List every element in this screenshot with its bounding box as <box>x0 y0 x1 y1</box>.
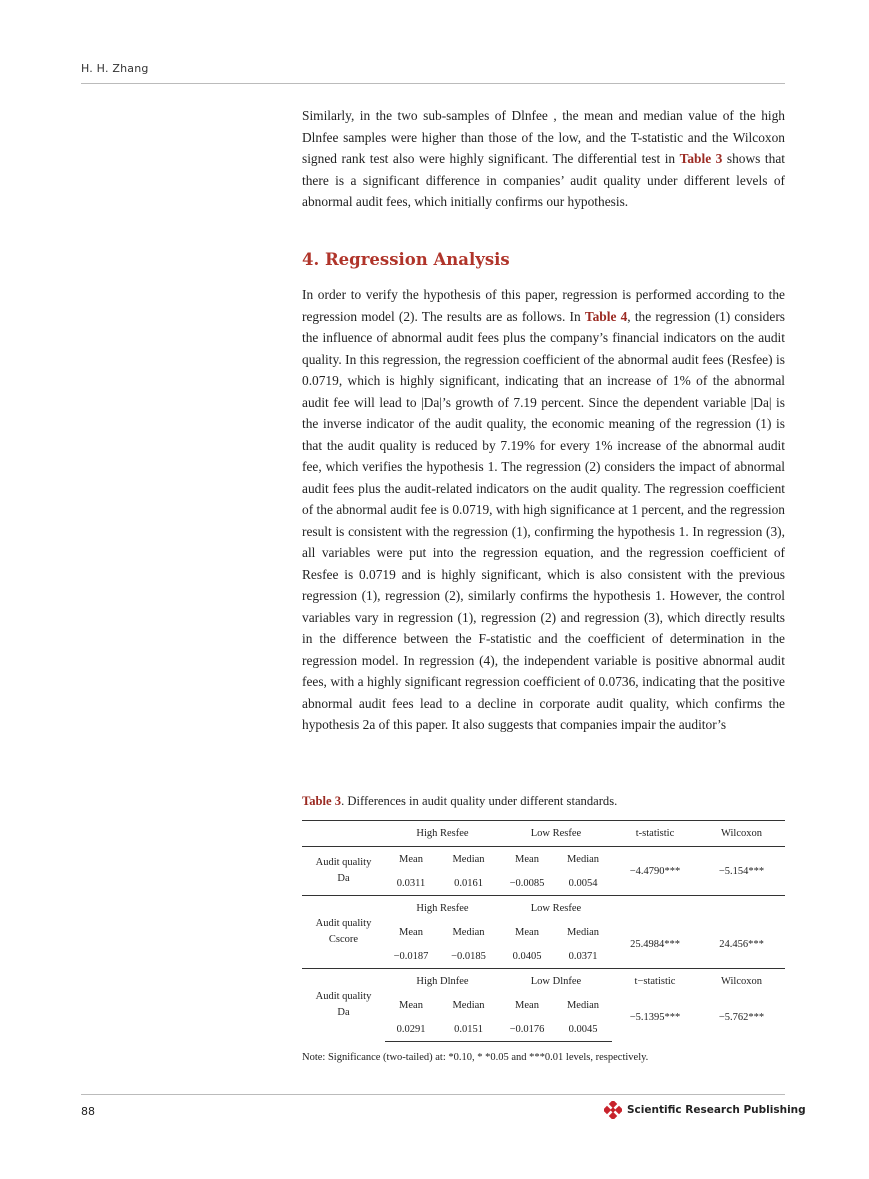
table-4-link[interactable]: Table 4 <box>584 308 628 324</box>
cell: Mean <box>399 999 423 1011</box>
cell: Median <box>566 999 600 1011</box>
cell: Mean <box>385 847 437 872</box>
table-row <box>302 847 785 872</box>
cell: 0.0405 <box>512 950 542 962</box>
publisher-name: Scientific Research Publishing <box>627 1104 806 1116</box>
row-label: Audit quality Cscore <box>302 896 385 969</box>
cell: High Resfee <box>385 896 500 921</box>
scirp-logo-icon <box>604 1101 622 1119</box>
table-row <box>302 969 785 994</box>
cell: 0.0054 <box>568 877 598 889</box>
row-label: Audit quality Da <box>302 847 385 896</box>
table-row <box>302 896 785 921</box>
cell <box>612 896 698 921</box>
table-note: Note: Significance (two-tailed) at: *0.10, * *0.05 and ***0.01 levels, respectively. <box>302 1052 649 1063</box>
cell: Mean <box>515 999 539 1011</box>
empty-cell <box>302 821 385 847</box>
publisher-logo[interactable] <box>604 1101 806 1119</box>
cell: Median <box>452 999 485 1011</box>
cell: Low Resfee <box>500 896 612 921</box>
header-w: Wilcoxon <box>698 821 785 847</box>
cell: Mean <box>500 847 554 872</box>
header-rule <box>81 83 785 84</box>
cell: Low Dlnfee <box>500 969 612 994</box>
table-3-link[interactable]: Table 3 <box>679 151 723 166</box>
cell <box>698 896 785 921</box>
cell: −0.0187 <box>393 950 429 962</box>
cell: 0.0291 <box>385 1017 437 1042</box>
cell: 0.0045 <box>554 1017 612 1042</box>
cell: Wilcoxon <box>698 969 785 994</box>
cell: Median <box>452 926 485 938</box>
footer-rule <box>81 1094 785 1095</box>
results-table <box>302 820 785 1042</box>
header-low: Low Resfee <box>500 821 612 847</box>
cell: Mean <box>515 926 539 938</box>
paragraph-2-text-b: , the regression (1) considers the influence of abnormal audit fees plus the company’s financial indicators on the audit quality. In this regression, the regression coefficient of the abnormal audit fees (Resfee) is 0.0719, which is highly significant, indicating that an increase of 1% of the abnormal audit fee will lead to |Da|’s growth of 7.19 percent. Since the dependent variable |Da| is the inverse indicator of the audit quality, the economic meaning of the regression (1) is that the audit quality is reduced by 7.19% for every 1% increase of the abnormal audit fee, which verifies the hypothesis 1. The regression (2) considers the impact of abnormal audit fees plus the audit-related indicators on the audit quality. The regression coefficient of the abnormal audit fee is 0.0719, with high significance at 1 percent, and the regression result is consistent with the regression (1), confirming the hypothesis 1. In regression (3), all variables were put into the regression equation, and the regression coefficient of Resfee is 0.0719 and is highly significant, which is also consistent with the previous regression (1), regression (2), similarly confirms the hypothesis 1. However, the control variables vary in regression (1), regression (2) and regression (3), which directly results in the difference between the F-statistic and the coefficient of determination in the regression model. In regression (4), the independent variable is positive abnormal audit fees, with a highly significant regression coefficient of 0.0736, indicating that the positive abnormal audit fees lead to a decline in corporate audit quality, which confirms the hypothesis 2a of this paper. It also suggests that companies impair the auditor’s <box>302 308 785 732</box>
paragraph-2-text-a: In order to verify the hypothesis of this paper, regression is performed according to the regression model (2). The results are as follows. In <box>302 287 785 324</box>
cell: 0.0161 <box>454 877 483 889</box>
paragraph-1-text-b: shows that there is a significant difference in companies’ audit quality under different levels of abnormal audit fees, which initially confirms our hypothesis. <box>302 151 785 209</box>
cell: −0.0085 <box>509 877 545 889</box>
cell: Median <box>566 926 600 938</box>
paragraph-1-text-a: Similarly, in the two sub-samples of Dlnfee , the mean and median value of the high Dlnfee samples were higher than those of the low, and the T-statistic and the Wilcoxon signed rank test also were highly significant. The differential test in <box>302 108 785 166</box>
paragraph-2 <box>302 284 785 736</box>
cell: −0.0185 <box>451 950 486 962</box>
w-value: 24.456*** <box>719 938 764 950</box>
w-value: −5.154*** <box>698 847 785 896</box>
cell: 0.0151 <box>437 1017 500 1042</box>
w-value: −5.762*** <box>718 1011 765 1023</box>
cell: High Dlnfee <box>385 969 500 994</box>
table-header-row <box>302 821 785 847</box>
t-value: −4.4790*** <box>612 847 698 896</box>
running-head: H. H. Zhang <box>81 62 149 75</box>
cell: Median <box>554 847 612 872</box>
row-label: Audit quality Da <box>302 969 385 1042</box>
header-high: High Resfee <box>385 821 500 847</box>
cell: Median <box>437 847 500 872</box>
table-caption-ref: Table 3 <box>302 794 342 808</box>
cell: t−statistic <box>612 969 698 994</box>
cell: Mean <box>399 926 423 938</box>
paragraph-1 <box>302 105 785 213</box>
table-caption-text: . Differences in audit quality under different standards. <box>341 794 618 808</box>
table-caption <box>302 794 617 809</box>
page-number: 88 <box>81 1105 95 1118</box>
cell: −0.0176 <box>500 1017 554 1042</box>
section-heading: 4. Regression Analysis <box>302 250 510 269</box>
header-t: t-statistic <box>612 821 698 847</box>
cell: 0.0311 <box>396 877 426 889</box>
cell: 0.0371 <box>568 950 598 962</box>
t-value: −5.1395*** <box>629 1011 681 1023</box>
t-value: 25.4984*** <box>630 938 680 950</box>
